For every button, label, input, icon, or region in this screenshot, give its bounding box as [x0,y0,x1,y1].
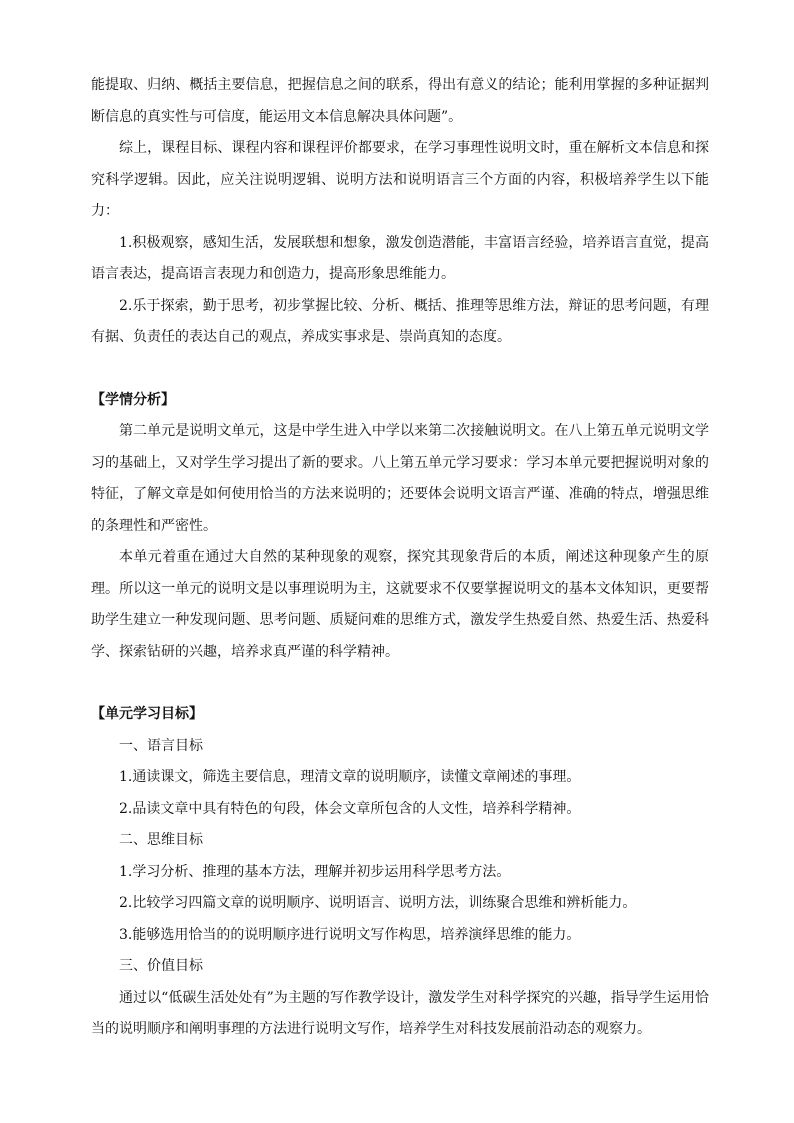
ability-item-2: 2.乐于探索，勤于思考，初步掌握比较、分析、概括、推理等思维方法，辩证的思考问题，有理有据、负责任的表达自己的观点，养成实事求是、崇尚真知的态度。 [91,297,709,345]
analysis-paragraph-2: 本单元着重在通过大自然的某种现象的观察，探究其现象背后的本质，阐述这种现象产生的原理。所以这一单元的说明文是以事理说明为主，这就要求不仅要掌握说明文的基本文体知识，更要帮助学生建立一种发现问题、思考问题、质疑问难的思维方式，激发学生热爱自然、热爱生活、热爱科学、探索钻研的兴趣，培养求真严谨的科学精神。 [91,549,709,660]
intro-paragraph-2: 综上，课程目标、课程内容和课程评价都要求，在学习事理性说明文时，重在解析文本信息和探究科学逻辑。因此，应关注说明逻辑、说明方法和说明语言三个方面的内容，积极培养学生以下能力： [91,140,709,219]
language-goal-item-1: 1.通读课文，筛选主要信息，理清文章的说明顺序，读懂文章阐述的事理。 [119,769,581,785]
ability-item-1: 1.积极观察，感知生活，发展联想和想象，激发创造潜能，丰富语言经验，培养语言直觉，提高语言表达，提高语言表现力和创造力，提高形象思维能力。 [91,234,709,282]
language-goal-title: 一、语言目标 [119,737,203,754]
thinking-goal-item-1: 1.学习分析、推理的基本方法，理解并初步运用科学思考方法。 [119,863,511,880]
thinking-goal-item-3: 3.能够选用恰当的的说明顺序进行说明文写作构思，培养演绎思维的能力。 [119,926,581,943]
intro-paragraph-1: 能提取、归纳、概括主要信息，把握信息之间的联系，得出有意义的结论；能利用掌握的多种证据判断信息的真实性与可信度，能运用文本信息解决具体问题”。 [91,77,709,125]
analysis-paragraph-1: 第二单元是说明文单元，这是中学生进入中学以来第二次接触说明文。在八上第五单元说明文学习的基础上，又对学生学习提出了新的要求。八上第五单元学习要求：学习本单元要把握说明对象的特征，了解文章是如何使用恰当的方法来说明的；还要体会说明文语言严谨、准确的特点，增强思维的条理性和严密性。 [91,423,709,534]
section-spacer [91,354,709,385]
language-goal-item-2: 2.品读文章中具有特色的句段，体会文章所包含的人文性，培养科学精神。 [119,800,581,817]
thinking-goal-title: 二、思维目标 [119,832,203,848]
value-goal-title: 三、价值目标 [119,958,203,974]
document-page [91,70,709,1046]
section-spacer [91,668,709,699]
analysis-heading: 【学情分析】 [91,391,175,408]
value-goal-paragraph: 通过以“低碳生活处处有”为主题的写作教学设计，激发学生对科学探究的兴趣，指导学生运用恰当的说明顺序和阐明事理的方法进行说明文写作，培养学生对科技发展前沿动态的观察力。 [91,989,709,1037]
goals-heading: 【单元学习目标】 [91,706,203,722]
thinking-goal-item-2: 2.比较学习四篇文章的说明顺序、说明语言、说明方法，训练聚合思维和辨析能力。 [119,895,637,911]
